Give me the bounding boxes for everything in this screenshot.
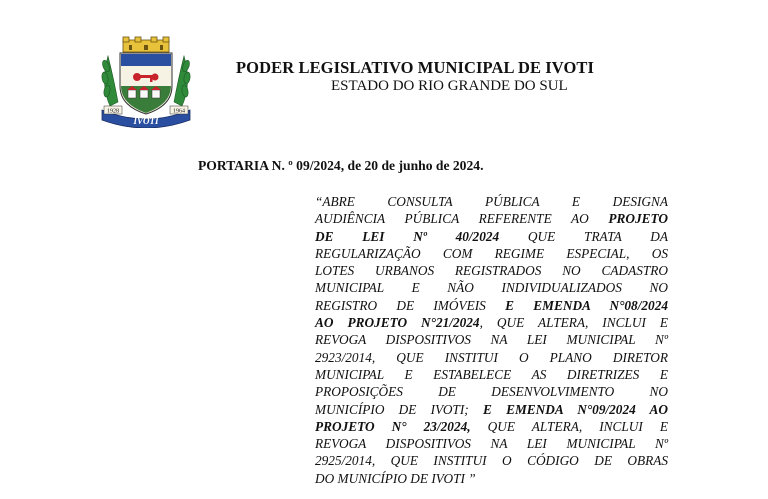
- ementa-text: PROPOSIÇÕES DE DESENVOLVIMENTO NO: [315, 384, 668, 400]
- ementa-line: [315, 418, 668, 435]
- ementa-text: MUNICIPAL E NÃO INDIVIDUALIZADOS NO: [315, 280, 668, 296]
- ementa-text: AUDIÊNCIA PÚBLICA REFERENTE AO: [315, 211, 609, 227]
- ementa-line: [315, 314, 668, 331]
- ementa-line: [315, 262, 668, 279]
- ementa-text: 2923/2014, QUE INSTITUI O PLANO DIRETOR: [315, 349, 668, 365]
- ementa-text: QUE ALTERA, INCLUI E: [470, 418, 669, 434]
- ementa-text: MUNICÍPIO DE IVOTI;: [315, 401, 483, 417]
- ementa-bold-text: PROJETO: [608, 211, 668, 227]
- ementa-line: [315, 193, 668, 210]
- crest-year-left: 1928: [107, 108, 119, 115]
- ementa-bold-text: E EMENDA N°09/2024 AO: [482, 401, 668, 417]
- ementa-text: , QUE ALTERA, INCLUI E: [479, 315, 668, 331]
- ementa-bold-text: E EMENDA N°08/2024: [505, 297, 668, 313]
- ementa-text: REGISTRO DE IMÓVEIS: [315, 297, 506, 313]
- ementa-line: [315, 366, 668, 383]
- ementa-text: REVOGA DISPOSITIVOS NA LEI MUNICIPAL Nº: [315, 436, 668, 452]
- ementa-text: MUNICIPAL E ESTABELECE AS DIRETRIZES E: [315, 366, 668, 382]
- ementa-line: [315, 210, 668, 227]
- header-subtitle: ESTADO DO RIO GRANDE DO SUL: [331, 78, 568, 94]
- ementa-line: [315, 383, 668, 400]
- ementa-line: [315, 331, 668, 348]
- ementa-bold-text: PROJETO N° 23/2024,: [315, 418, 471, 434]
- ementa-text: REVOGA DISPOSITIVOS NA LEI MUNICIPAL Nº: [315, 332, 668, 348]
- ementa-line: [315, 470, 668, 487]
- ementa-line: [315, 245, 668, 262]
- ementa-paragraph: [315, 193, 668, 487]
- ementa-line: [315, 349, 668, 366]
- header-title: PODER LEGISLATIVO MUNICIPAL DE IVOTI: [236, 58, 595, 77]
- ementa-line: [315, 401, 668, 418]
- ementa-line: [315, 452, 668, 469]
- ementa-bold-text: DE LEI Nº 40/2024: [315, 228, 500, 244]
- municipal-coat-of-arms: [96, 36, 196, 128]
- ementa-bold-text: AO PROJETO N°21/2024: [315, 315, 480, 331]
- ementa-text: 2925/2014, QUE INSTITUI O CÓDIGO DE OBRAS: [315, 453, 668, 469]
- ementa-line: [315, 435, 668, 452]
- ementa-text: “ABRE CONSULTA PÚBLICA E DESIGNA: [315, 194, 668, 209]
- portaria-title: PORTARIA N. º 09/2024, de 20 de junho de 2024.: [198, 158, 484, 173]
- ementa-text: DO MUNICÍPIO DE IVOTI ”: [315, 470, 476, 486]
- ementa-text: QUE TRATA DA: [499, 228, 668, 244]
- crest-year-right: 1964: [173, 108, 185, 115]
- ementa-text: LOTES URBANOS REGISTRADOS NO CADASTRO: [315, 263, 668, 279]
- ementa-text: REGULARIZAÇÃO COM REGIME ESPECIAL, OS: [315, 245, 668, 261]
- ementa-line: [315, 279, 668, 296]
- crest-banner-text: IVOTI: [133, 116, 159, 126]
- ementa-line: [315, 297, 668, 314]
- ementa-line: [315, 228, 668, 245]
